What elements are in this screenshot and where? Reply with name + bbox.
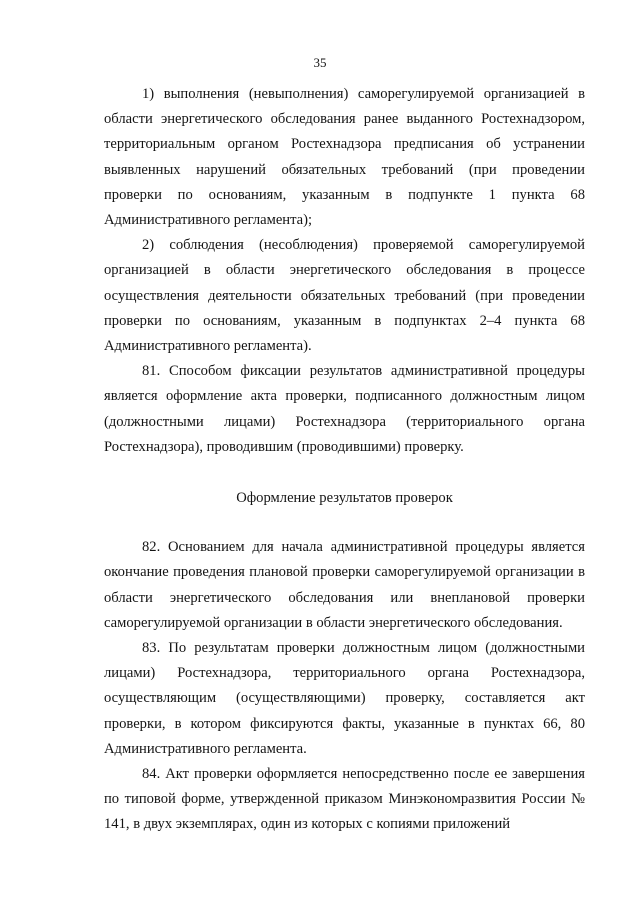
paragraph-83: 83. По результатам проверки должностным лицом (должностными лицами) Ростехнадзора, территориального органа Ростехнадзора, осуществляющим (осуществляющими) проверку, составляется акт проверки, в котором фиксируются факты, указанные в пунктах 66, 80 Административного регламента.	[104, 640, 585, 757]
page-number: 35	[313, 55, 327, 70]
section-title: Оформление результатов проверок	[236, 490, 453, 507]
paragraph-subitem-1: 1) выполнения (невыполнения) саморегулируемой организацией в области энергетического обследования ранее выданного Ростехнадзором, территориальным органом Ростехнадзора предписания об устранении выявленных нарушений обязательных требований (при проведении проверки по основаниям, указанным в подпункте 1 пункта 68 Административного регламента);	[104, 86, 585, 229]
paragraph-84: 84. Акт проверки оформляется непосредственно после ее завершения по типовой форме, утвержденной приказом Минэкономразвития России № 141, в двух экземплярах, один из которых с копиями приложений	[104, 766, 585, 833]
document-body	[104, 82, 585, 838]
paragraph-82: 82. Основанием для начала административной процедуры является окончание проведения плановой проверки саморегулируемой организации в области энергетического обследования или внеплановой проверки саморегулируемой организации в области энергетического обследования.	[104, 539, 585, 631]
paragraph-81: 81. Способом фиксации результатов административной процедуры является оформление акта проверки, подписанного должностным лицом (должностными лицами) Ростехнадзора (территориального органа Ростехнадзора), проводившим (проводившими) проверку.	[104, 363, 585, 455]
paragraph-subitem-2: 2) соблюдения (несоблюдения) проверяемой саморегулируемой организацией в области энергетического обследования в процессе осуществления деятельности обязательных требований (при проведении проверки по основаниям, указанным в подпунктах 2–4 пункта 68 Административного регламента).	[104, 237, 585, 355]
